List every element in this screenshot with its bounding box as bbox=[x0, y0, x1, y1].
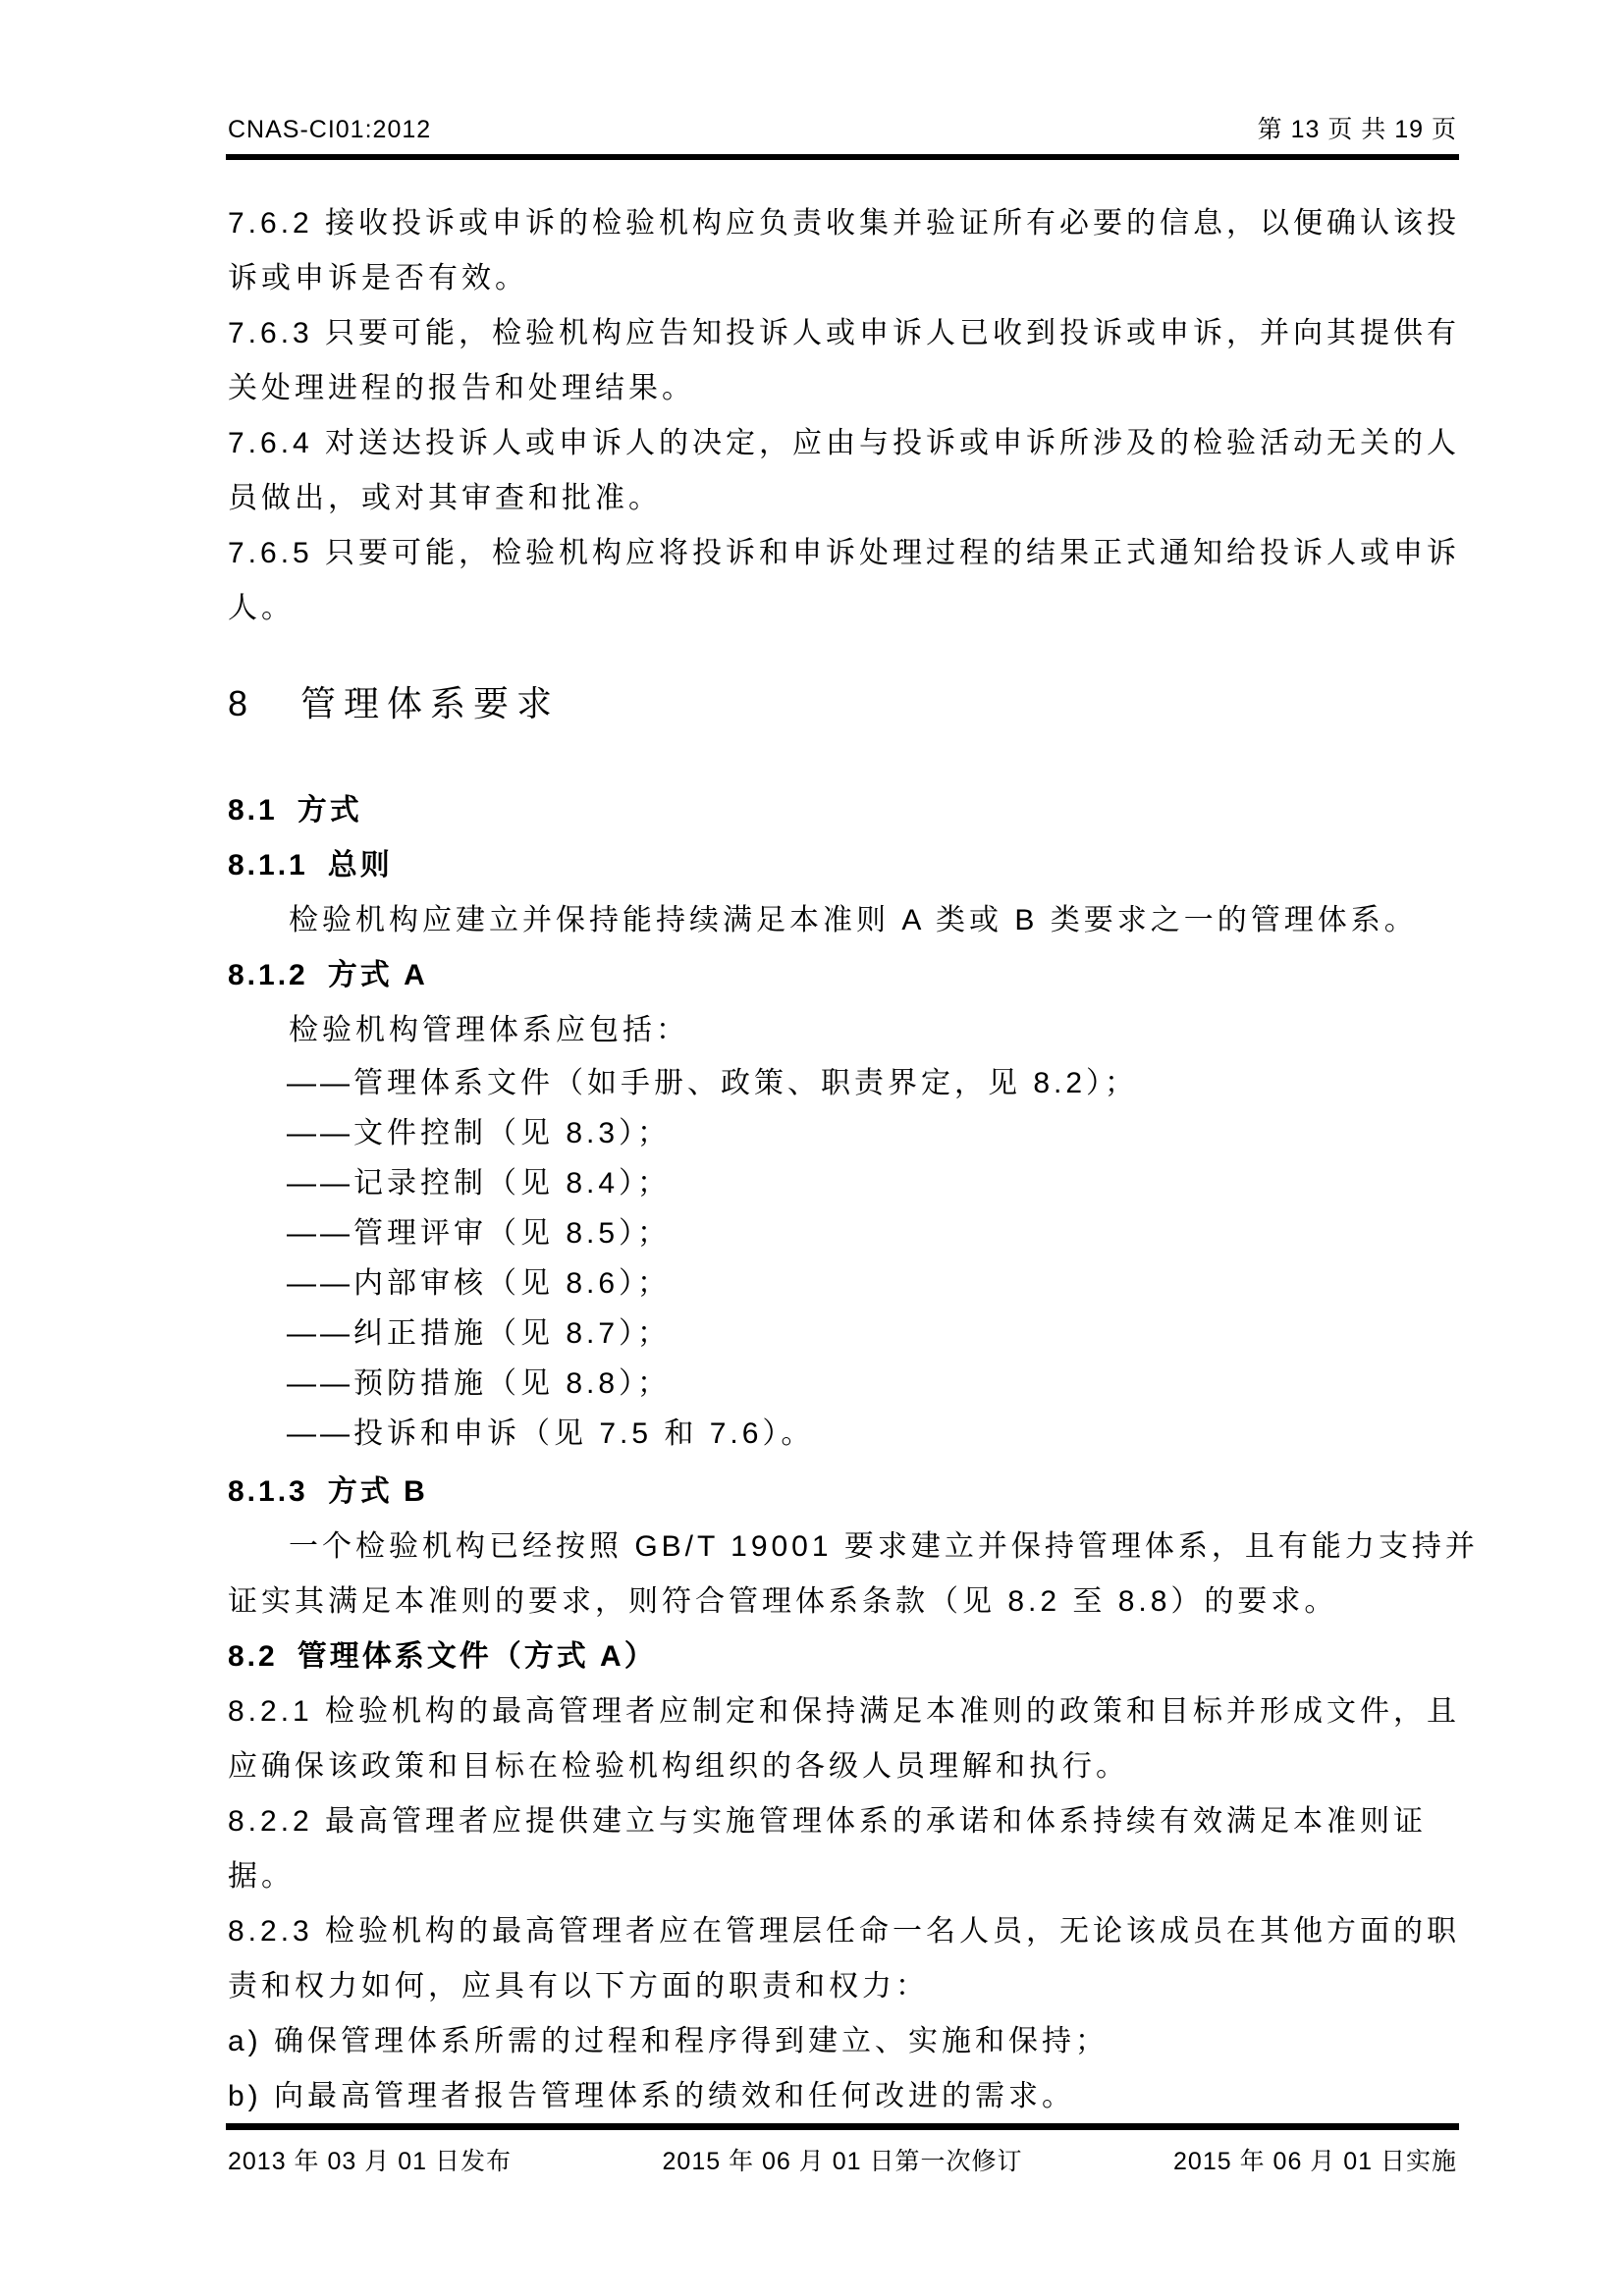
para-762-line-2: 诉或申诉是否有效。 bbox=[228, 262, 528, 294]
footer-implemented-date: 2015 年 06 月 01 日实施 bbox=[1173, 2148, 1457, 2175]
para-823-line-1: 8.2.3 检验机构的最高管理者应在管理层任命一名人员，无论该成员在其他方面的职 bbox=[228, 1915, 1461, 1948]
section-number: 8.1.3 bbox=[228, 1475, 308, 1508]
para-763-line-1: 7.6.3 只要可能，检验机构应告知投诉人或申诉人已收到投诉或申诉，并向其提供有 bbox=[228, 317, 1461, 349]
para-765-line-1: 7.6.5 只要可能，检验机构应将投诉和申诉处理过程的结果正式通知给投诉人或申诉 bbox=[228, 537, 1461, 569]
section-title: 方式 A bbox=[327, 959, 428, 991]
para-812-intro: 检验机构管理体系应包括： bbox=[289, 1014, 689, 1046]
para-813-line-1: 一个检验机构已经按照 GB/T 19001 要求建立并保持管理体系，且有能力支持并 bbox=[289, 1530, 1479, 1563]
section-title: 总则 bbox=[327, 849, 393, 881]
list-item: ——内部审核（见 8.6）； bbox=[287, 1267, 672, 1300]
section-title: 管理体系文件（方式 A） bbox=[297, 1640, 657, 1673]
list-item: ——投诉和申诉（见 7.5 和 7.6）。 bbox=[287, 1417, 815, 1450]
document-content bbox=[228, 196, 1479, 2124]
list-item: ——文件控制（见 8.3）； bbox=[287, 1117, 672, 1149]
para-823-line-2: 责和权力如何，应具有以下方面的职责和权力： bbox=[228, 1970, 929, 2002]
section-number: 8.1 bbox=[228, 794, 278, 827]
section-number: 8.1.1 bbox=[228, 849, 308, 881]
section-title: 方式 B bbox=[327, 1475, 428, 1508]
header-rule bbox=[226, 154, 1459, 160]
subsection-heading-8-1-1 bbox=[228, 838, 1461, 893]
footer-published-date: 2013 年 03 月 01 日发布 bbox=[228, 2148, 512, 2175]
para-821-line-1: 8.2.1 检验机构的最高管理者应制定和保持满足本准则的政策和目标并形成文件，且 bbox=[228, 1695, 1461, 1728]
list-item: ——记录控制（见 8.4）； bbox=[287, 1167, 672, 1200]
subsection-heading-8-1-2 bbox=[228, 948, 1461, 1003]
subsection-heading-8-1-3 bbox=[228, 1465, 1461, 1520]
list-item-b: b) 向最高管理者报告管理体系的绩效和任何改进的需求。 bbox=[228, 2080, 1076, 2112]
page-footer bbox=[228, 2142, 1457, 2181]
para-765-line-2: 人。 bbox=[228, 592, 295, 624]
para-763-line-2: 关处理进程的报告和处理结果。 bbox=[228, 372, 695, 404]
para-822-line-2: 据。 bbox=[228, 1860, 295, 1893]
section-heading-8 bbox=[228, 671, 1461, 736]
para-822-line-1: 8.2.2 最高管理者应提供建立与实施管理体系的承诺和体系持续有效满足本准则证 bbox=[228, 1805, 1428, 1838]
section-number: 8 bbox=[228, 683, 256, 723]
section-title: 管理体系要求 bbox=[300, 683, 561, 723]
para-821-line-2: 应确保该政策和目标在检验机构组织的各级人员理解和执行。 bbox=[228, 1750, 1129, 1783]
list-item: ——预防措施（见 8.8）； bbox=[287, 1367, 672, 1400]
para-764-line-2: 员做出，或对其审查和批准。 bbox=[228, 482, 662, 514]
para-764-line-1: 7.6.4 对送达投诉人或申诉人的决定，应由与投诉或申诉所涉及的检验活动无关的人 bbox=[228, 427, 1461, 459]
section-number: 8.2 bbox=[228, 1640, 278, 1673]
page-header bbox=[228, 110, 1457, 149]
para-762-line-1: 7.6.2 接收投诉或申诉的检验机构应负责收集并验证所有必要的信息，以便确认该投 bbox=[228, 207, 1461, 240]
list-item: ——管理评审（见 8.5）； bbox=[287, 1217, 672, 1250]
list-item: ——纠正措施（见 8.7）； bbox=[287, 1317, 672, 1350]
section-number: 8.1.2 bbox=[228, 959, 308, 991]
para-811: 检验机构应建立并保持能持续满足本准则 A 类或 B 类要求之一的管理体系。 bbox=[289, 904, 1418, 936]
para-813-line-2: 证实其满足本准则的要求，则符合管理体系条款（见 8.2 至 8.8）的要求。 bbox=[228, 1585, 1338, 1618]
subsection-heading-8-1 bbox=[228, 783, 1461, 838]
subsection-heading-8-2 bbox=[228, 1629, 1461, 1684]
list-item-a: a) 确保管理体系所需的过程和程序得到建立、实施和保持； bbox=[228, 2025, 1110, 2057]
page-number: 第 13 页 共 19 页 bbox=[1257, 116, 1457, 143]
footer-revised-date: 2015 年 06 月 01 日第一次修订 bbox=[662, 2148, 1023, 2175]
footer-rule bbox=[226, 2123, 1459, 2130]
list-item: ——管理体系文件（如手册、政策、职责界定，见 8.2）； bbox=[287, 1067, 1139, 1099]
doc-code: CNAS-CI01:2012 bbox=[228, 116, 432, 143]
section-title: 方式 bbox=[297, 794, 362, 827]
